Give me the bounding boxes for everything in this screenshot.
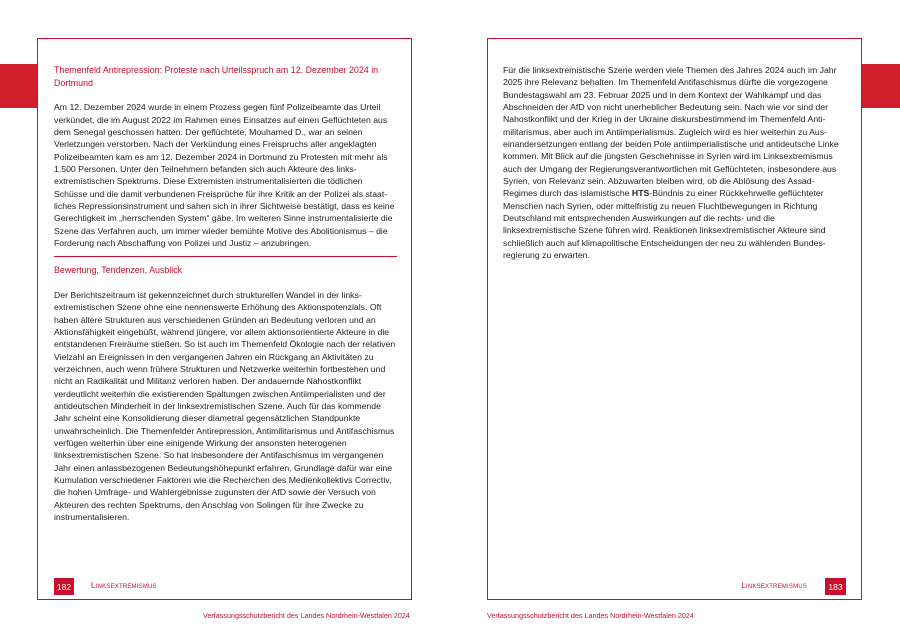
subsection-heading: Bewertung, Tendenzen, Ausblick — [54, 265, 183, 276]
right-page-number: 183 — [825, 578, 846, 595]
left-page-number: 182 — [54, 578, 74, 595]
left-page-text — [54, 64, 397, 523]
paragraph-antirepression: Am 12. Dezember 2024 wurde in einem Prozess gegen fünf Polizeibeamte das Urteil verkündet, die im August 2022 im Rahmen eines Einsatzes auf einen Geflüchteten aus dem Senegal geschossen hatten. Der geflüchtete, Mouhamed D., war an seinen Verletzungen verstorben. Nach der Verkündung eines Freispruchs aller angeklagten Polizeibeamten kam es am 12. Dezember 2024 in Dortmund zu Protesten mit mehr als 1.500 Personen. Unter den Teilnehmern befanden sich auch Akteure des linksextremistischen Spektrums. Diese Extremisten instrumentalisierten die tödlichen Schüsse und die damit verbundenen Freisprüche für ihre Kritik an der Polizei als staatliches Repressionsinstrument und sahen sich in ihrer Sichtweise bestätigt, dass es keine Gerechtigkeit im „herrschenden System“ gäbe. Im weiteren Sinne instrumentalisierte die Szene das Verfahren auch, um immer wieder bemühte Motive des Abolitionismus – die Forderung nach Abschaffung von Polizei und Justiz – anzubringen. — [54, 102, 395, 248]
outlook-text-part2: -Bündnis zu einer Rückkehrwelle geflüchteter Menschen nach Syrien, oder mittelfristig zu neuen Fluchtbewegungen in Richtung Deutschland mit entsprechenden Auswirkungen auf die rechts- und die linksextremistische Szene führen wird. Reaktionen linksextremistischer Akteure sind schließlich auch auf klimapolitische Entscheidungen der neu zu wählenden Bundesregierung zu erwarten. — [503, 188, 826, 261]
section-heading: Themenfeld Antirepression: Proteste nach Urteilsspruch am 12. Dezember 2024 in Dortmund — [54, 65, 379, 88]
paragraph-outlook — [503, 64, 846, 262]
left-edge-tab — [0, 64, 38, 108]
section-divider — [54, 256, 397, 257]
left-page-footer: Verfassungsschutzbericht des Landes Nordrhein-Westfalen 2024 — [203, 611, 410, 620]
right-page-footer: Verfassungsschutzbericht des Landes Nordrhein-Westfalen 2024 — [487, 611, 694, 620]
right-running-title: Linksextremismus — [741, 581, 807, 590]
paragraph-assessment: Der Berichtszeitraum ist gekennzeichnet durch strukturellen Wandel in der linksextremistischen Szene ohne eine nennenswerte Erhöhung des Aktionspotenzials. Oft haben ältere Strukturen aus verschiedenen Gründen an Bedeutung verloren und an Aktionsfähigkeit eingebüßt, während jüngere, vor allem aktionsorientierte Akteure in die entstandenen Freiräume stießen. So ist auch im Themenfeld Ökologie nach der relativen Vielzahl an Ereignissen in den vergangenen Jahren ein Rückgang an Aktivitäten zu verzeichnen, auch wenn frühere Strukturen und Netzwerke weiterhin fortbestehen und nicht an Radikalität und Militanz verloren haben. Der andauernde Nahostkonflikt verdeutlicht weiterhin die existierenden Spaltungen zwischen Antiimperialisten und der antideutschen Minderheit in der linksextremistischen Szene. Auch für das kommende Jahr scheint eine Konsolidierung dieser diametral gegensätzlichen Standpunkte unwahrscheinlich. Die Themenfelder Antirepression, Antimilitarismus und Antifaschismus verfügen weiterhin über eine einigende Wirkung der ansonsten heterogenen linksextremistischen Szene. So hat insbesondere der Antifaschismus im vergangenen Jahr einen anlassbezogenen Bedeutungshöhepunkt erfahren. Grundlage dafür war eine Kumulation verschiedener Faktoren wie die Recherchen des Medienkollektivs Correctiv, die hohen Umfrage- und Wahlergebnisse zugunsten der AfD sowie der Versuch von Akteuren des rechten Spektrums, den Anschlag von Solingen für ihre Zwecke zu instrumentalisieren. — [54, 289, 396, 523]
left-running-title: Linksextremismus — [91, 581, 157, 590]
outlook-text-part1: Für die linksextremistische Szene werden viele Themen des Jahres 2024 auch im Jahr 2025 ihre Relevanz behalten. Im Themenfeld Antifaschismus dürfte die vorgezogene Bundestagswahl am 23. Februar 2025 und in dem Kontext der Wahlkampf und das Abschneiden der AfD von nicht unerheblicher Bedeutung sein. Nach wie vor sind der Nahostkonflikt und der Krieg in der Ukraine diskursbestimmend im Themenfeld Antimilitarismus, aber auch im Antiimperialismus. Zugleich wird es hier weiterhin zu Auseinandersetzungen entlang der beiden Pole antiimperialistische und antideutsche Linke kommen. Mit Blick auf die jüngsten Geschehnisse in Syrien wird im Linksextremismus auch der Umgang der Regierungsverantwortlichen mit Geflüchteten, insbesondere aus Syrien, von Relevanz sein. Abzuwarten bleiben wird, ob die Ablösung des Assad-Regimes durch das islamistische — [503, 65, 839, 199]
outlook-bold-term: HTS — [631, 188, 650, 199]
right-page-text — [503, 64, 846, 262]
right-edge-tab — [862, 64, 900, 108]
